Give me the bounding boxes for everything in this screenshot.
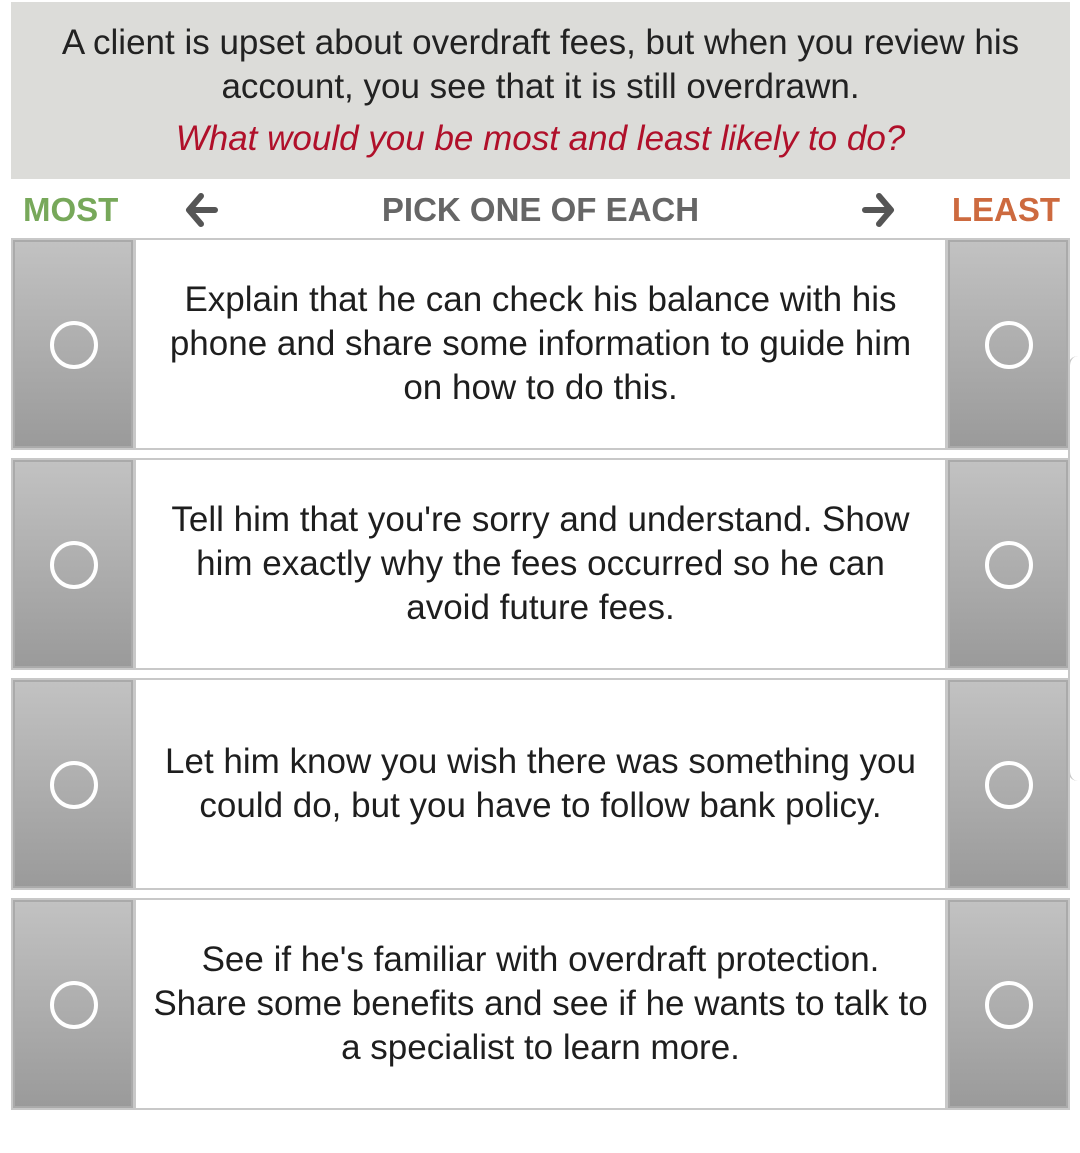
least-radio-2[interactable] (985, 541, 1033, 589)
most-cell[interactable] (13, 680, 133, 888)
most-radio-2[interactable] (50, 541, 98, 589)
question-panel (11, 2, 1070, 179)
least-radio-1[interactable] (985, 321, 1033, 369)
least-radio-3[interactable] (985, 761, 1033, 809)
arrow-right-icon (861, 192, 897, 228)
option-row-1 (11, 238, 1070, 450)
least-label: LEAST (951, 191, 1060, 228)
option-row-3 (11, 678, 1070, 890)
least-cell[interactable] (948, 460, 1068, 668)
most-radio-1[interactable] (50, 321, 98, 369)
option-text-cell (136, 680, 945, 888)
question-ask: What would you be most and least likely to do? (175, 119, 906, 158)
most-cell[interactable] (13, 460, 133, 668)
most-radio-3[interactable] (50, 761, 98, 809)
option-row-4 (11, 898, 1070, 1110)
option-text-3: Let him know you wish there was something you could do, but you have to follow bank policy. (165, 742, 916, 825)
least-cell[interactable] (948, 680, 1068, 888)
choice-header (11, 180, 1070, 238)
least-cell[interactable] (948, 900, 1068, 1108)
option-text-cell (136, 240, 945, 448)
most-cell[interactable] (13, 900, 133, 1108)
option-row-2 (11, 458, 1070, 670)
most-cell[interactable] (13, 240, 133, 448)
question-prompt: A client is upset about overdraft fees, but when you review his account, you see that it is still overdrawn. (61, 23, 1020, 106)
option-text-4: See if he's familiar with overdraft protection. Share some benefits and see if he wants to talk to a specialist to learn more. (153, 940, 928, 1067)
least-radio-4[interactable] (985, 981, 1033, 1029)
option-text-cell (136, 900, 945, 1108)
option-text-2: Tell him that you're sorry and understand. Show him exactly why the fees occurred so he can avoid future fees. (171, 500, 910, 627)
scrollbar-edge[interactable] (1068, 356, 1080, 781)
pick-one-label: PICK ONE OF EACH (381, 191, 700, 228)
least-cell[interactable] (948, 240, 1068, 448)
most-label: MOST (23, 191, 119, 228)
option-text-1: Explain that he can check his balance with his phone and share some information to guide him on how to do this. (169, 280, 912, 407)
most-radio-4[interactable] (50, 981, 98, 1029)
option-text-cell (136, 460, 945, 668)
